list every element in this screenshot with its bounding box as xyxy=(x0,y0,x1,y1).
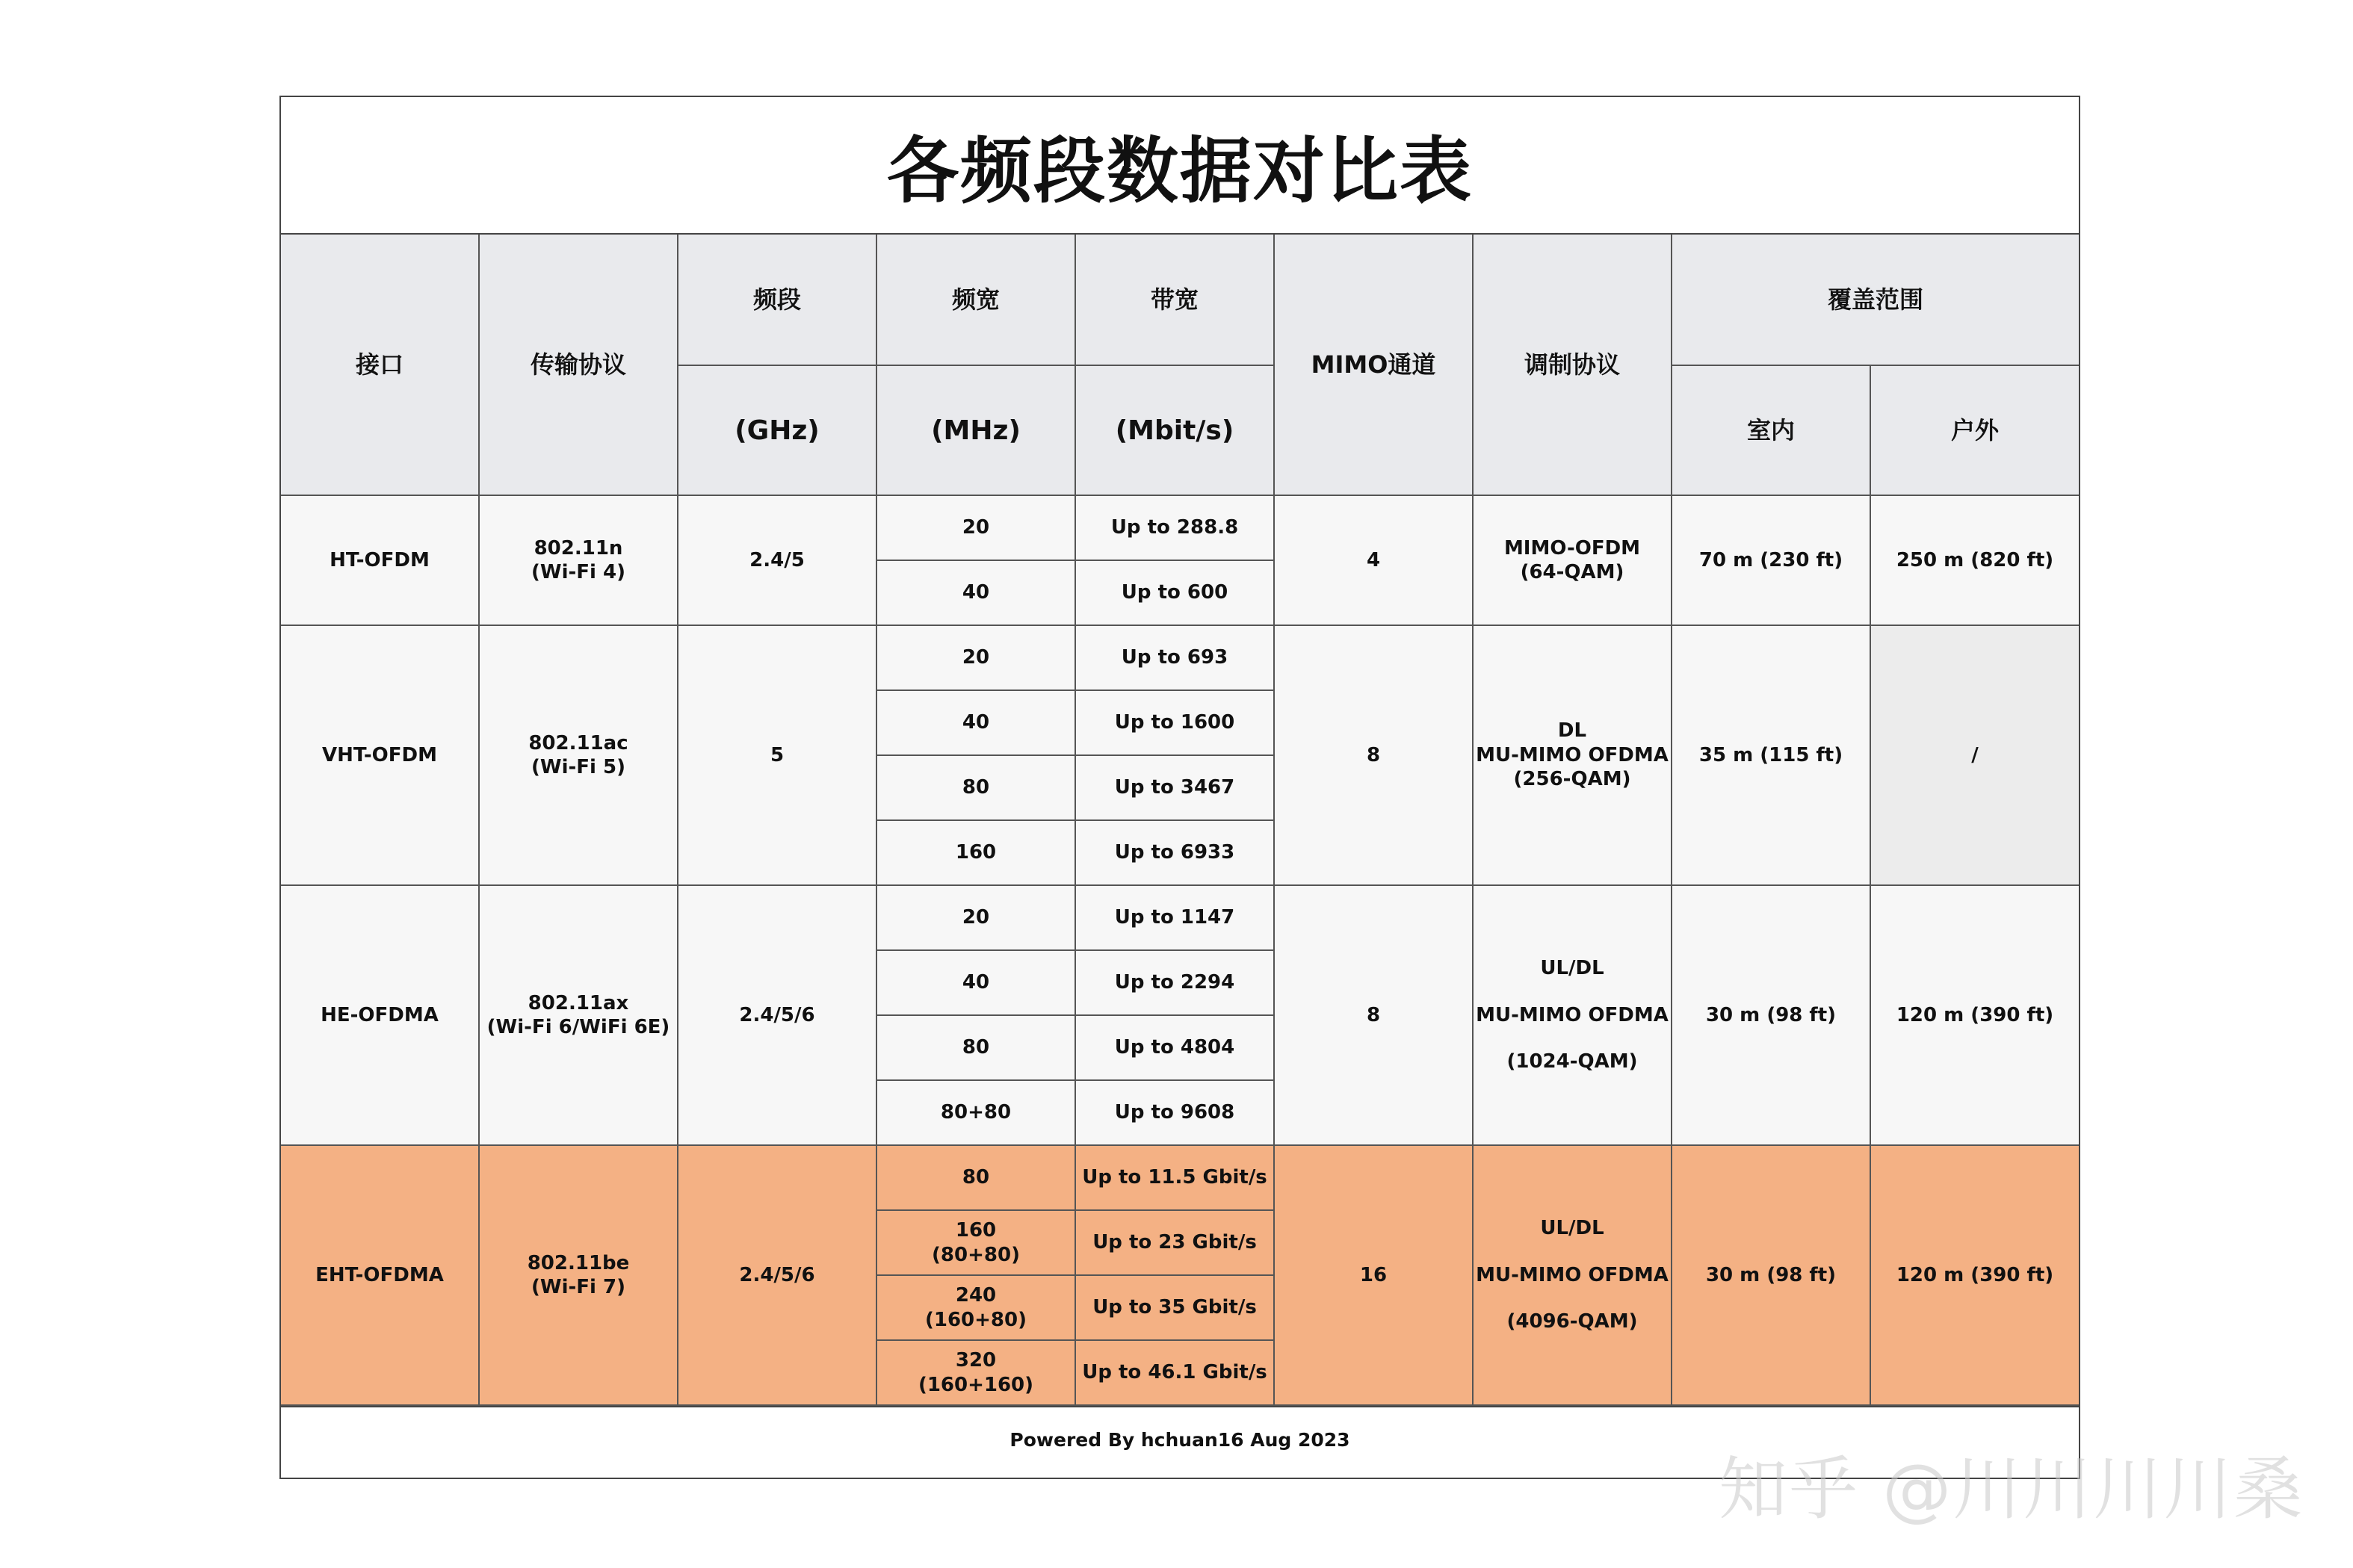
footer-credit: Powered By hchuan16 Aug 2023 xyxy=(281,1406,2079,1472)
cell-band: 2.4/5/6 xyxy=(678,885,876,1145)
cell-channel-width: 80 xyxy=(876,755,1075,820)
cell-protocol: 802.11ac (Wi-Fi 5) xyxy=(479,625,678,885)
cell-outdoor: 250 m (820 ft) xyxy=(1870,495,2079,625)
cell-bandwidth: Up to 1147 xyxy=(1075,885,1274,950)
cell-channel-width: 20 xyxy=(876,625,1075,690)
cell-indoor: 70 m (230 ft) xyxy=(1672,495,1870,625)
cell-interface: HE-OFDMA xyxy=(281,885,479,1145)
cell-channel-width: 20 xyxy=(876,885,1075,950)
cell-modulation: UL/DL MU-MIMO OFDMA (4096-QAM) xyxy=(1473,1145,1672,1405)
cell-indoor: 35 m (115 ft) xyxy=(1672,625,1870,885)
cell-mimo: 4 xyxy=(1274,495,1473,625)
cell-interface: VHT-OFDM xyxy=(281,625,479,885)
cell-band: 2.4/5 xyxy=(678,495,876,625)
cell-bandwidth: Up to 23 Gbit/s xyxy=(1075,1210,1274,1275)
cell-modulation: UL/DL MU-MIMO OFDMA (1024-QAM) xyxy=(1473,885,1672,1145)
header-indoor: 室内 xyxy=(1672,365,1870,495)
cell-band: 5 xyxy=(678,625,876,885)
cell-protocol: 802.11be (Wi-Fi 7) xyxy=(479,1145,678,1405)
cell-protocol: 802.11n (Wi-Fi 4) xyxy=(479,495,678,625)
cell-bandwidth: Up to 1600 xyxy=(1075,690,1274,755)
table-row-highlighted xyxy=(281,1145,2079,1210)
cell-channel-width: 80 xyxy=(876,1145,1075,1210)
cell-mimo: 8 xyxy=(1274,885,1473,1145)
cell-channel-width: 80+80 xyxy=(876,1080,1075,1145)
header-modulation: 调制协议 xyxy=(1473,235,1672,495)
header-protocol: 传输协议 xyxy=(479,235,678,495)
table-row xyxy=(281,495,2079,560)
cell-indoor: 30 m (98 ft) xyxy=(1672,885,1870,1145)
table-row xyxy=(281,625,2079,690)
header-outdoor: 户外 xyxy=(1870,365,2079,495)
cell-bandwidth: Up to 600 xyxy=(1075,560,1274,625)
cell-bandwidth: Up to 4804 xyxy=(1075,1015,1274,1080)
cell-outdoor: 120 m (390 ft) xyxy=(1870,1145,2079,1405)
header-bandwidth: 带宽 xyxy=(1075,235,1274,365)
cell-band: 2.4/5/6 xyxy=(678,1145,876,1405)
cell-bandwidth: Up to 9608 xyxy=(1075,1080,1274,1145)
cell-modulation: MIMO-OFDM (64-QAM) xyxy=(1473,495,1672,625)
cell-channel-width: 40 xyxy=(876,560,1075,625)
page-title: 各频段数据对比表 xyxy=(281,97,2079,235)
cell-bandwidth: Up to 288.8 xyxy=(1075,495,1274,560)
cell-outdoor: / xyxy=(1870,625,2079,885)
cell-interface: HT-OFDM xyxy=(281,495,479,625)
cell-bandwidth: Up to 6933 xyxy=(1075,820,1274,885)
cell-channel-width: 160 (80+80) xyxy=(876,1210,1075,1275)
cell-channel-width: 40 xyxy=(876,950,1075,1015)
cell-bandwidth: Up to 35 Gbit/s xyxy=(1075,1275,1274,1340)
cell-mimo: 8 xyxy=(1274,625,1473,885)
cell-channel-width: 80 xyxy=(876,1015,1075,1080)
cell-channel-width: 160 xyxy=(876,820,1075,885)
cell-outdoor: 120 m (390 ft) xyxy=(1870,885,2079,1145)
cell-protocol: 802.11ax (Wi-Fi 6/WiFi 6E) xyxy=(479,885,678,1145)
cell-bandwidth: Up to 2294 xyxy=(1075,950,1274,1015)
header-interface: 接口 xyxy=(281,235,479,495)
cell-interface: EHT-OFDMA xyxy=(281,1145,479,1405)
cell-bandwidth: Up to 693 xyxy=(1075,625,1274,690)
band-comparison-table xyxy=(281,235,2079,1406)
header-band: 频段 xyxy=(678,235,876,365)
cell-channel-width: 240 (160+80) xyxy=(876,1275,1075,1340)
watermark: 知乎 @川川川川桑 xyxy=(1719,1449,2304,1529)
cell-channel-width: 320 (160+160) xyxy=(876,1340,1075,1405)
header-mimo: MIMO通道 xyxy=(1274,235,1473,495)
cell-channel-width: 20 xyxy=(876,495,1075,560)
cell-bandwidth: Up to 3467 xyxy=(1075,755,1274,820)
cell-indoor: 30 m (98 ft) xyxy=(1672,1145,1870,1405)
cell-mimo: 16 xyxy=(1274,1145,1473,1405)
header-channel-width-unit: (MHz) xyxy=(876,365,1075,495)
cell-channel-width: 40 xyxy=(876,690,1075,755)
header-channel-width: 频宽 xyxy=(876,235,1075,365)
cell-bandwidth: Up to 46.1 Gbit/s xyxy=(1075,1340,1274,1405)
table-row xyxy=(281,885,2079,950)
cell-modulation: DL MU-MIMO OFDMA (256-QAM) xyxy=(1473,625,1672,885)
comparison-sheet xyxy=(279,96,2080,1479)
header-bandwidth-unit: (Mbit/s) xyxy=(1075,365,1274,495)
cell-bandwidth: Up to 11.5 Gbit/s xyxy=(1075,1145,1274,1210)
header-coverage: 覆盖范围 xyxy=(1672,235,2079,365)
header-band-unit: (GHz) xyxy=(678,365,876,495)
